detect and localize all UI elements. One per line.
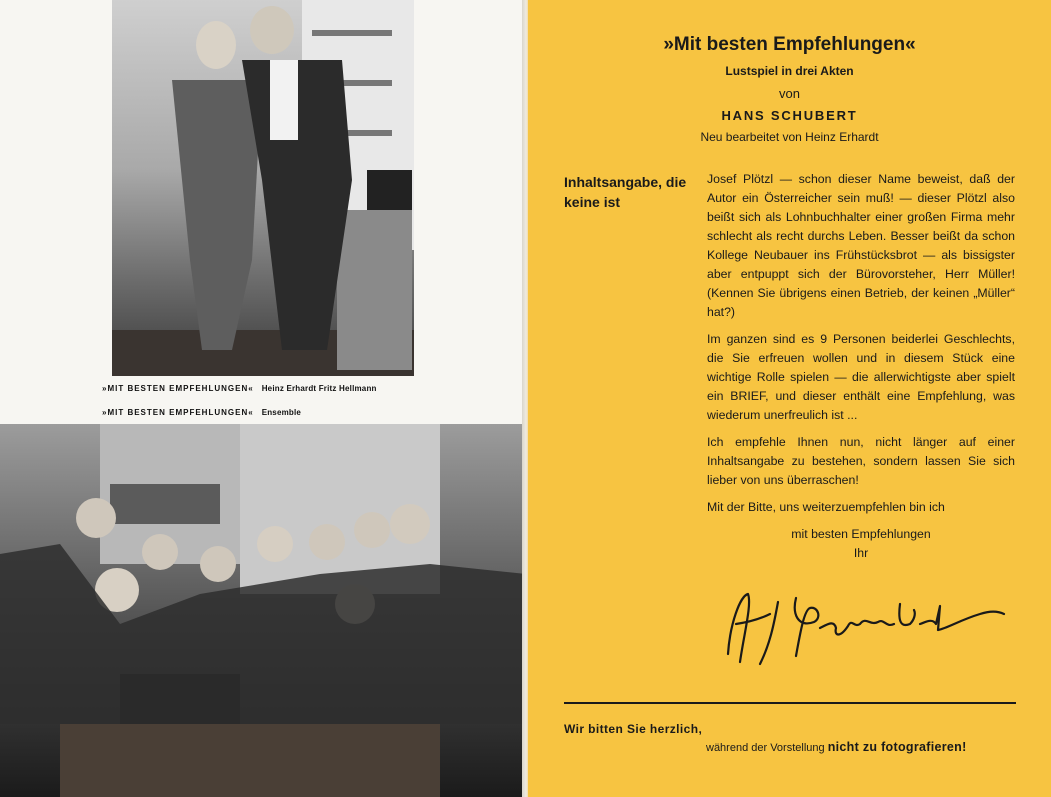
footer-emphasis: nicht zu fotografieren! (827, 740, 967, 754)
closing-yours: Ihr (853, 546, 869, 560)
paragraph: Ich empfehle Ihnen nun, nicht länger auf einer Inhaltsangabe zu bestehen, sondern lassen Sie sich lieber von uns überraschen! (707, 435, 1015, 487)
footer-text: während der Vorstellung (706, 742, 825, 754)
footer-request: Wir bitten Sie herzlich, (564, 722, 703, 736)
paragraph: Mit der Bitte, uns weiterzuempfehlen bin ich (707, 500, 945, 514)
caption-title: »MIT BESTEN EMPFEHLUNGEN« (102, 384, 254, 393)
caption-names: Ensemble (261, 408, 302, 417)
signature (700, 584, 1020, 674)
synopsis-body (707, 170, 1015, 563)
caption-names: Heinz Erhardt Fritz Hellmann (261, 384, 377, 393)
closing-line: mit besten Empfehlungen (791, 527, 931, 541)
paragraph: Josef Plötzl — schon dieser Name beweist, daß der Autor ein Österreicher sein muß! — dieser Plötzl also beißt sich als Lohnbuchhalter einer großen Firma mehr schlecht als recht durchs Leben. Besser beißt da schon Kollege Neubauer ins Frühstücksbrot — als bissigster aber entpuppt sich der Bürovorsteher, Herr Müller! (Kennen Sie übrigens einen Betrieb, der keinen „Müller“ hat?) (707, 172, 1015, 319)
play-subtitle: Lustspiel in drei Akten (725, 64, 854, 78)
caption-title: »MIT BESTEN EMPFEHLUNGEN« (102, 408, 254, 417)
revision-note: Neu bearbeitet von Heinz Erhardt (700, 130, 879, 144)
photo-ensemble (0, 424, 526, 797)
photo-erhardt-hellmann (112, 0, 414, 376)
divider (564, 702, 1016, 704)
footer-request-line2 (706, 740, 967, 754)
photo-caption-2 (102, 408, 301, 417)
synopsis-heading: Inhaltsangabe, die keine ist (564, 174, 687, 210)
photo-caption-1 (102, 384, 377, 393)
paragraph: Im ganzen sind es 9 Personen beiderlei Geschlechts, die Sie erfreuen wollen und in diesem Stück eine wichtige Rolle spielen — die allerwichtigste aber spielt ein BRIEF, und dieser enthält eine Empfehlung, was wiederum unerfreulich ist ... (707, 332, 1015, 422)
author-name: HANS SCHUBERT (721, 108, 858, 123)
by-word: von (779, 86, 800, 101)
play-title: »Mit besten Empfehlungen« (663, 34, 916, 55)
